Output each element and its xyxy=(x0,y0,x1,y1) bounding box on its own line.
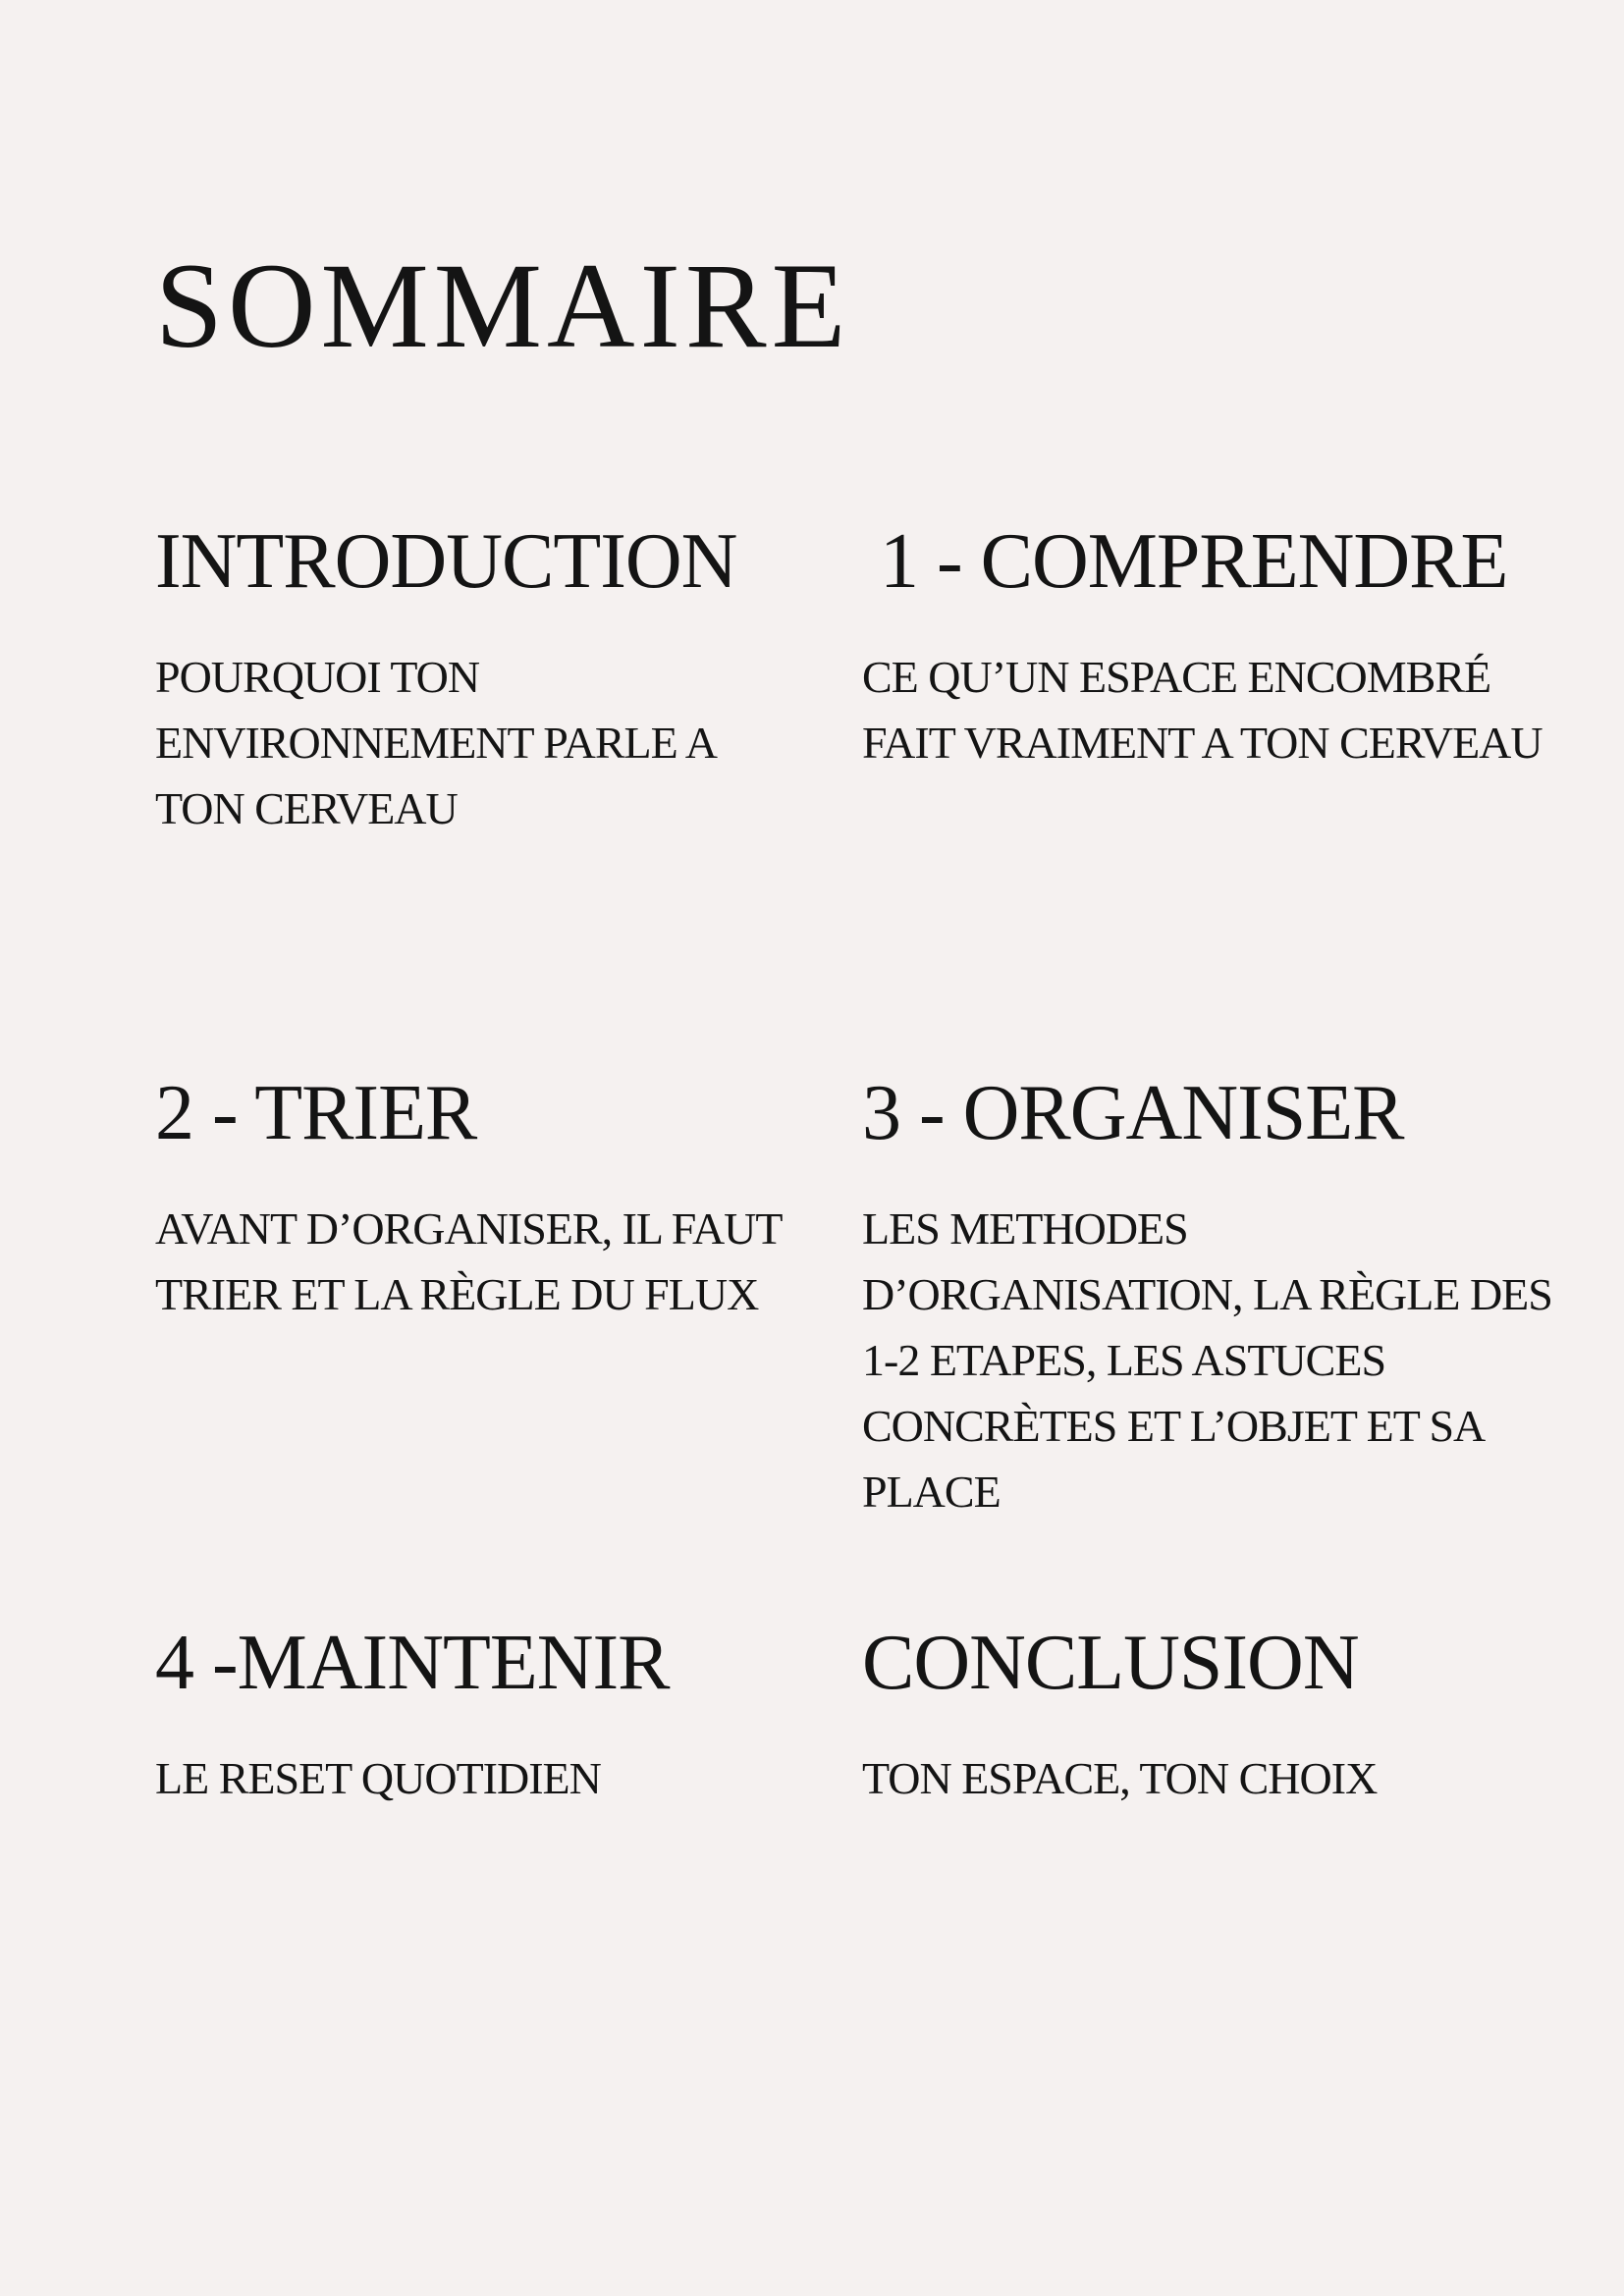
section-description-trier: AVANT D’ORGANISER, IL FAUT TRIER ET LA RÈGLE DU FLUX xyxy=(155,1203,782,1319)
section-description-organiser: LES METHODES D’ORGANISATION, LA RÈGLE DES 1-2 ETAPES, LES ASTUCES CONCRÈTES ET L’OBJET ET SA PLACE xyxy=(862,1203,1552,1517)
section-heading-comprendre: 1 - COMPRENDRE xyxy=(880,518,1508,605)
section-heading-maintenir: 4 -MAINTENIR xyxy=(155,1620,670,1706)
section-description-conclusion: TON ESPACE, TON CHOIX xyxy=(862,1753,1378,1803)
section-trier xyxy=(155,1070,803,1327)
section-description-maintenir: LE RESET QUOTIDIEN xyxy=(155,1753,601,1803)
section-heading-introduction: INTRODUCTION xyxy=(155,518,737,605)
section-description-introduction: POURQUOI TON ENVIRONNEMENT PARLE A TON CERVEAU xyxy=(155,652,715,833)
section-heading-trier: 2 - TRIER xyxy=(155,1070,477,1156)
section-introduction xyxy=(155,518,803,841)
section-comprendre xyxy=(862,518,1569,775)
section-maintenir xyxy=(155,1620,803,1811)
section-conclusion xyxy=(862,1620,1569,1811)
section-heading-organiser: 3 - ORGANISER xyxy=(862,1070,1404,1156)
page-title: SOMMAIRE xyxy=(155,239,851,373)
section-heading-conclusion: CONCLUSION xyxy=(862,1620,1359,1706)
section-organiser xyxy=(862,1070,1569,1524)
section-description-comprendre: CE QU’UN ESPACE ENCOMBRÉ FAIT VRAIMENT A TON CERVEAU xyxy=(862,652,1543,768)
